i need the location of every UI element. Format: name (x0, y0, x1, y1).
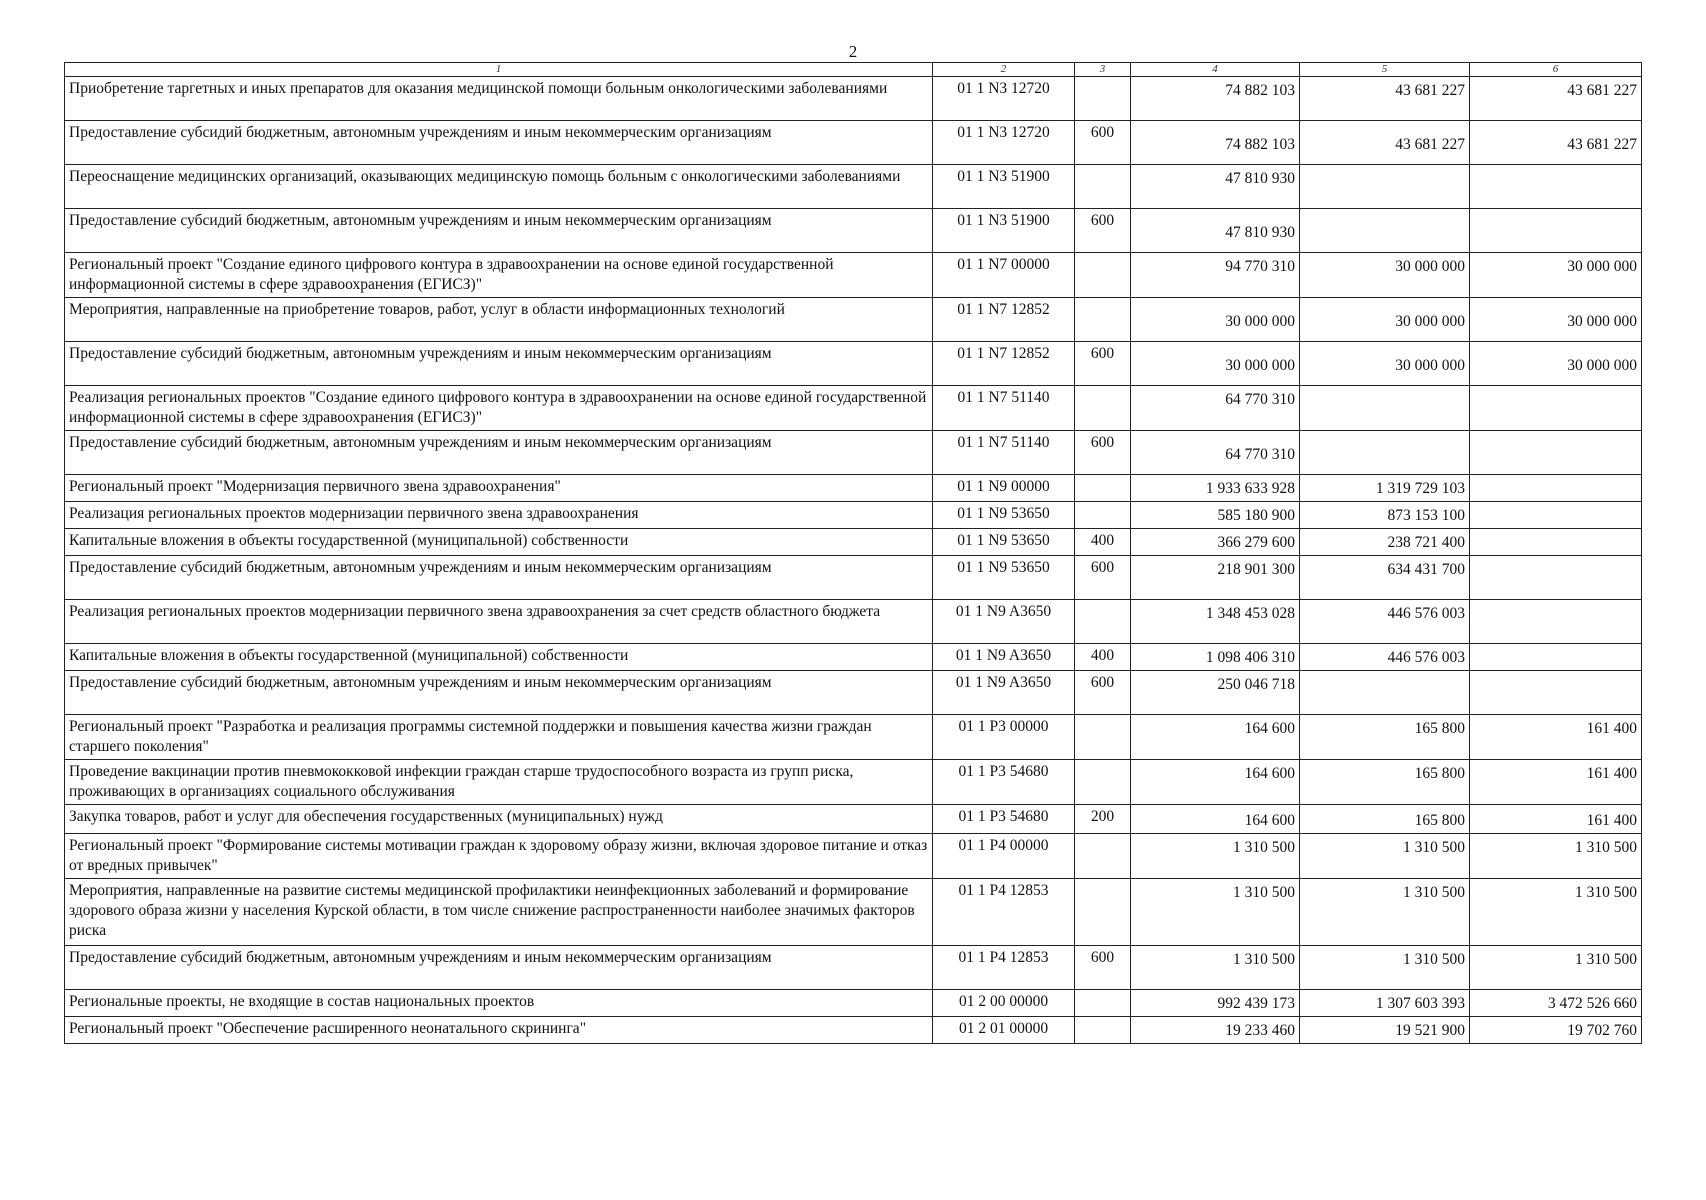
row-value-col4: 19 233 460 (1131, 1017, 1300, 1044)
table-row (65, 946, 1642, 990)
row-value-col6 (1470, 529, 1642, 556)
row-value-col6: 19 702 760 (1470, 1017, 1642, 1044)
row-value-col5 (1300, 671, 1470, 715)
row-name: Региональный проект "Создание единого цифрового контура в здравоохранении на основе единой государственной информационной системы в сфере здравоохранения (ЕГИСЗ)" (65, 253, 933, 298)
row-code: 01 1 N3 12720 (933, 121, 1075, 165)
row-value-col4: 585 180 900 (1131, 502, 1300, 529)
row-value-col5: 1 307 603 393 (1300, 990, 1470, 1017)
row-expense-type (1075, 834, 1131, 879)
row-value-col4: 1 310 500 (1131, 946, 1300, 990)
row-value-col4: 164 600 (1131, 715, 1300, 760)
row-code: 01 1 P4 12853 (933, 946, 1075, 990)
row-value-col5: 165 800 (1300, 760, 1470, 805)
row-value-col6 (1470, 644, 1642, 671)
row-expense-type (1075, 165, 1131, 209)
row-value-col4: 1 098 406 310 (1131, 644, 1300, 671)
table-row (65, 600, 1642, 644)
row-expense-type (1075, 1017, 1131, 1044)
row-code: 01 2 01 00000 (933, 1017, 1075, 1044)
row-code: 01 1 N7 51140 (933, 431, 1075, 475)
row-code: 01 1 P3 00000 (933, 715, 1075, 760)
row-name: Мероприятия, направленные на приобретение товаров, работ, услуг в области информационных технологий (65, 298, 933, 342)
row-value-col5: 446 576 003 (1300, 600, 1470, 644)
row-value-col5: 30 000 000 (1300, 342, 1470, 386)
row-value-col5 (1300, 386, 1470, 431)
row-name: Предоставление субсидий бюджетным, автономным учреждениям и иным некоммерческим организациям (65, 209, 933, 253)
row-code: 01 1 N9 A3650 (933, 671, 1075, 715)
row-value-col6: 1 310 500 (1470, 834, 1642, 879)
row-value-col6: 43 681 227 (1470, 121, 1642, 165)
row-value-col6 (1470, 386, 1642, 431)
table-row (65, 760, 1642, 805)
table-row (65, 253, 1642, 298)
row-name: Предоставление субсидий бюджетным, автономным учреждениям и иным некоммерческим организациям (65, 342, 933, 386)
row-value-col6: 30 000 000 (1470, 253, 1642, 298)
row-value-col4: 1 310 500 (1131, 879, 1300, 946)
row-name: Приобретение таргетных и иных препаратов для оказания медицинской помощи больным онкологическими заболеваниями (65, 77, 933, 121)
row-value-col5: 1 319 729 103 (1300, 475, 1470, 502)
row-value-col6: 30 000 000 (1470, 298, 1642, 342)
column-header: 1 (65, 63, 933, 77)
table-row (65, 431, 1642, 475)
row-value-col5: 634 431 700 (1300, 556, 1470, 600)
row-value-col4: 250 046 718 (1131, 671, 1300, 715)
table-row (65, 298, 1642, 342)
row-value-col5: 43 681 227 (1300, 77, 1470, 121)
row-name: Предоставление субсидий бюджетным, автономным учреждениям и иным некоммерческим организациям (65, 431, 933, 475)
row-expense-type (1075, 502, 1131, 529)
row-name: Реализация региональных проектов "Создание единого цифрового контура в здравоохранении на основе единой государственной информационной системы в сфере здравоохранения (ЕГИСЗ)" (65, 386, 933, 431)
row-name: Предоставление субсидий бюджетным, автономным учреждениям и иным некоммерческим организациям (65, 946, 933, 990)
row-value-col5: 165 800 (1300, 715, 1470, 760)
row-value-col6 (1470, 431, 1642, 475)
row-value-col4: 1 933 633 928 (1131, 475, 1300, 502)
table-row (65, 715, 1642, 760)
row-value-col6 (1470, 556, 1642, 600)
table-row (65, 834, 1642, 879)
row-value-col5: 30 000 000 (1300, 298, 1470, 342)
row-value-col4: 30 000 000 (1131, 342, 1300, 386)
row-value-col5: 238 721 400 (1300, 529, 1470, 556)
table-row (65, 209, 1642, 253)
row-name: Региональный проект "Модернизация первичного звена здравоохранения" (65, 475, 933, 502)
table-row (65, 1017, 1642, 1044)
row-expense-type (1075, 760, 1131, 805)
column-header: 5 (1300, 63, 1470, 77)
row-name: Капитальные вложения в объекты государственной (муниципальной) собственности (65, 644, 933, 671)
column-header: 2 (933, 63, 1075, 77)
column-header: 4 (1131, 63, 1300, 77)
row-code: 01 1 P4 12853 (933, 879, 1075, 946)
row-code: 01 1 N9 53650 (933, 529, 1075, 556)
row-code: 01 1 N7 00000 (933, 253, 1075, 298)
row-expense-type: 600 (1075, 342, 1131, 386)
row-value-col5: 1 310 500 (1300, 946, 1470, 990)
row-expense-type (1075, 298, 1131, 342)
table-row (65, 879, 1642, 946)
row-value-col6: 161 400 (1470, 805, 1642, 834)
row-value-col4: 164 600 (1131, 805, 1300, 834)
row-code: 01 1 N7 51140 (933, 386, 1075, 431)
row-value-col5: 1 310 500 (1300, 879, 1470, 946)
column-header: 6 (1470, 63, 1642, 77)
row-value-col5: 43 681 227 (1300, 121, 1470, 165)
row-code: 01 1 N9 A3650 (933, 600, 1075, 644)
table-row (65, 644, 1642, 671)
page-number: 2 (848, 42, 858, 61)
row-value-col6 (1470, 475, 1642, 502)
row-value-col5: 165 800 (1300, 805, 1470, 834)
row-value-col6: 3 472 526 660 (1470, 990, 1642, 1017)
row-code: 01 1 N9 00000 (933, 475, 1075, 502)
row-expense-type (1075, 77, 1131, 121)
table-row (65, 805, 1642, 834)
row-name: Предоставление субсидий бюджетным, автономным учреждениям и иным некоммерческим организациям (65, 556, 933, 600)
row-value-col6: 43 681 227 (1470, 77, 1642, 121)
row-name: Закупка товаров, работ и услуг для обеспечения государственных (муниципальных) нужд (65, 805, 933, 834)
row-expense-type: 400 (1075, 644, 1131, 671)
row-value-col4: 1 310 500 (1131, 834, 1300, 879)
row-value-col4: 74 882 103 (1131, 77, 1300, 121)
row-value-col4: 47 810 930 (1131, 165, 1300, 209)
row-code: 01 1 N3 51900 (933, 165, 1075, 209)
row-expense-type (1075, 475, 1131, 502)
row-expense-type: 600 (1075, 121, 1131, 165)
row-code: 01 1 P4 00000 (933, 834, 1075, 879)
row-name: Реализация региональных проектов модернизации первичного звена здравоохранения (65, 502, 933, 529)
row-value-col4: 30 000 000 (1131, 298, 1300, 342)
table-row (65, 529, 1642, 556)
row-name: Предоставление субсидий бюджетным, автономным учреждениям и иным некоммерческим организациям (65, 671, 933, 715)
row-name: Капитальные вложения в объекты государственной (муниципальной) собственности (65, 529, 933, 556)
row-expense-type (1075, 386, 1131, 431)
row-value-col5 (1300, 165, 1470, 209)
row-value-col6 (1470, 600, 1642, 644)
row-value-col4: 366 279 600 (1131, 529, 1300, 556)
row-name: Региональный проект "Обеспечение расширенного неонатального скрининга" (65, 1017, 933, 1044)
row-value-col4: 47 810 930 (1131, 209, 1300, 253)
row-value-col5: 19 521 900 (1300, 1017, 1470, 1044)
row-value-col6: 1 310 500 (1470, 879, 1642, 946)
row-expense-type (1075, 879, 1131, 946)
row-name: Региональный проект "Разработка и реализация программы системной поддержки и повышения качества жизни граждан старшего поколения" (65, 715, 933, 760)
column-header: 3 (1075, 63, 1131, 77)
row-value-col6 (1470, 209, 1642, 253)
row-code: 01 1 N9 53650 (933, 556, 1075, 600)
row-expense-type: 600 (1075, 946, 1131, 990)
table-row (65, 77, 1642, 121)
row-value-col5: 873 153 100 (1300, 502, 1470, 529)
row-expense-type: 600 (1075, 431, 1131, 475)
row-code: 01 1 P3 54680 (933, 760, 1075, 805)
row-expense-type: 600 (1075, 556, 1131, 600)
table-row (65, 671, 1642, 715)
row-value-col6: 30 000 000 (1470, 342, 1642, 386)
row-name: Проведение вакцинации против пневмококковой инфекции граждан старше трудоспособного возраста из групп риска, проживающих в организациях социального обслуживания (65, 760, 933, 805)
row-expense-type: 600 (1075, 209, 1131, 253)
row-value-col4: 1 348 453 028 (1131, 600, 1300, 644)
table-row (65, 342, 1642, 386)
row-expense-type: 200 (1075, 805, 1131, 834)
row-name: Региональный проект "Формирование системы мотивации граждан к здоровому образу жизни, включая здоровое питание и отказ от вредных привычек" (65, 834, 933, 879)
row-code: 01 1 N7 12852 (933, 342, 1075, 386)
row-code: 01 1 N9 53650 (933, 502, 1075, 529)
table-row (65, 475, 1642, 502)
row-value-col6: 161 400 (1470, 760, 1642, 805)
budget-table (64, 62, 1642, 1044)
table-row (65, 990, 1642, 1017)
row-value-col4: 992 439 173 (1131, 990, 1300, 1017)
row-value-col4: 64 770 310 (1131, 431, 1300, 475)
row-expense-type: 400 (1075, 529, 1131, 556)
row-value-col6 (1470, 165, 1642, 209)
table-row (65, 121, 1642, 165)
row-value-col5 (1300, 209, 1470, 253)
row-code: 01 2 00 00000 (933, 990, 1075, 1017)
row-value-col4: 74 882 103 (1131, 121, 1300, 165)
table-row (65, 386, 1642, 431)
row-code: 01 1 N7 12852 (933, 298, 1075, 342)
row-value-col4: 64 770 310 (1131, 386, 1300, 431)
row-name: Переоснащение медицинских организаций, оказывающих медицинскую помощь больным с онкологическими заболеваниями (65, 165, 933, 209)
row-value-col4: 164 600 (1131, 760, 1300, 805)
row-name: Мероприятия, направленные на развитие системы медицинской профилактики неинфекционных заболеваний и формирование здорового образа жизни у населения Курской области, в том числе снижение распространенности наиболее значимых факторов риска (65, 879, 933, 946)
table-row (65, 165, 1642, 209)
row-value-col6 (1470, 671, 1642, 715)
row-value-col5: 1 310 500 (1300, 834, 1470, 879)
row-value-col5: 446 576 003 (1300, 644, 1470, 671)
table-row (65, 556, 1642, 600)
row-expense-type (1075, 600, 1131, 644)
row-value-col6: 1 310 500 (1470, 946, 1642, 990)
row-expense-type (1075, 990, 1131, 1017)
row-value-col4: 94 770 310 (1131, 253, 1300, 298)
column-header-row (65, 63, 1642, 77)
row-code: 01 1 N3 51900 (933, 209, 1075, 253)
row-code: 01 1 N3 12720 (933, 77, 1075, 121)
row-value-col5 (1300, 431, 1470, 475)
table-row (65, 502, 1642, 529)
row-value-col6 (1470, 502, 1642, 529)
row-expense-type (1075, 715, 1131, 760)
row-value-col4: 218 901 300 (1131, 556, 1300, 600)
row-name: Предоставление субсидий бюджетным, автономным учреждениям и иным некоммерческим организациям (65, 121, 933, 165)
row-expense-type (1075, 253, 1131, 298)
row-expense-type: 600 (1075, 671, 1131, 715)
row-name: Региональные проекты, не входящие в состав национальных проектов (65, 990, 933, 1017)
row-name: Реализация региональных проектов модернизации первичного звена здравоохранения за счет средств областного бюджета (65, 600, 933, 644)
row-code: 01 1 P3 54680 (933, 805, 1075, 834)
row-value-col5: 30 000 000 (1300, 253, 1470, 298)
row-code: 01 1 N9 A3650 (933, 644, 1075, 671)
row-value-col6: 161 400 (1470, 715, 1642, 760)
